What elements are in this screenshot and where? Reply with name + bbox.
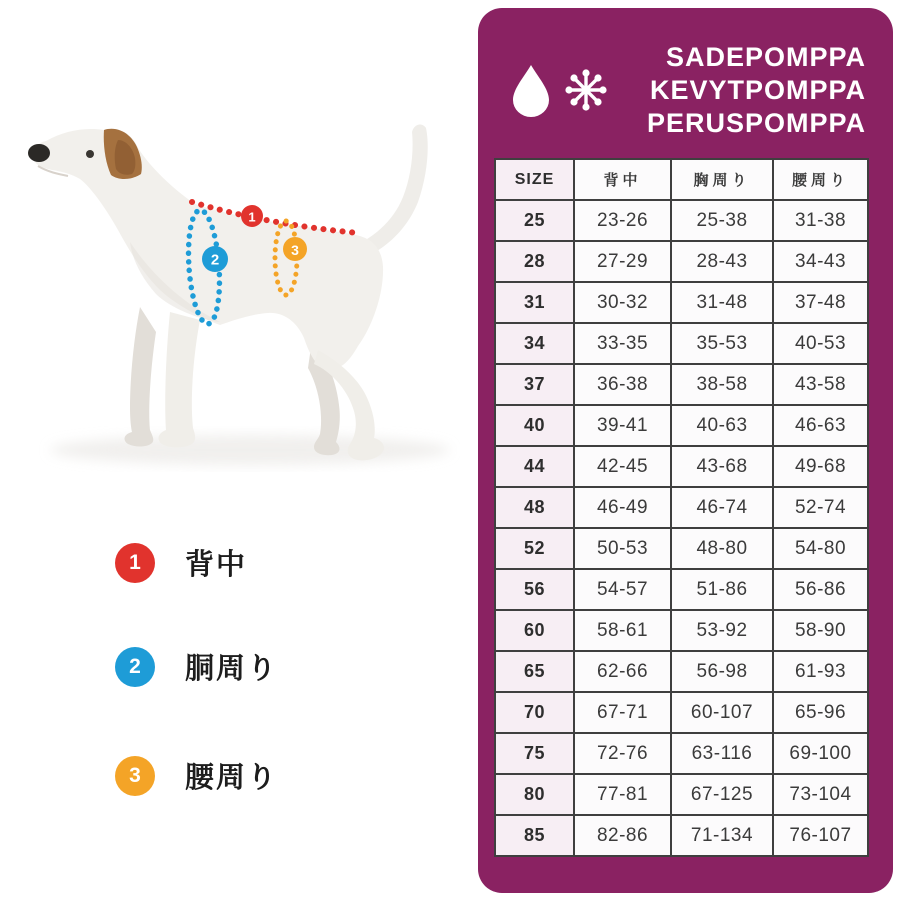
dog-eye xyxy=(86,150,94,158)
dog-nose xyxy=(28,144,50,162)
table-row xyxy=(495,405,868,446)
size-table xyxy=(494,158,869,857)
measurement-cell: 69-100 xyxy=(773,733,868,774)
legend-item-chest xyxy=(115,646,278,687)
measurement-cell: 50-53 xyxy=(574,528,671,569)
size-cell: 56 xyxy=(495,569,574,610)
column-header: 胸周り xyxy=(671,159,773,200)
size-cell: 25 xyxy=(495,200,574,241)
size-cell: 44 xyxy=(495,446,574,487)
size-chart-panel xyxy=(478,8,893,893)
measurement-cell: 23-26 xyxy=(574,200,671,241)
measurement-cell: 58-90 xyxy=(773,610,868,651)
product-title-kevytpomppa: KEVYTPOMPPA xyxy=(649,75,866,105)
raindrop-icon xyxy=(511,63,551,117)
measurement-cell: 31-38 xyxy=(773,200,868,241)
column-header-size: SIZE xyxy=(495,159,574,200)
size-table-body xyxy=(495,200,868,856)
measurement-cell: 27-29 xyxy=(574,241,671,282)
measurement-cell: 38-58 xyxy=(671,364,773,405)
size-cell: 28 xyxy=(495,241,574,282)
table-row xyxy=(495,569,868,610)
table-row xyxy=(495,282,868,323)
measurement-cell: 61-93 xyxy=(773,651,868,692)
table-row xyxy=(495,323,868,364)
chest-measure-badge xyxy=(202,246,228,272)
measurement-cell: 82-86 xyxy=(574,815,671,856)
dog-front-leg xyxy=(159,312,200,447)
header-row xyxy=(495,159,868,200)
measurement-cell: 76-107 xyxy=(773,815,868,856)
size-cell: 37 xyxy=(495,364,574,405)
product-title-peruspomppa: PERUSPOMPPA xyxy=(646,108,866,138)
table-row xyxy=(495,610,868,651)
dog-tail xyxy=(362,125,428,254)
dog-far-front-leg xyxy=(125,307,156,447)
measurement-cell: 58-61 xyxy=(574,610,671,651)
measurement-cell: 28-43 xyxy=(671,241,773,282)
size-cell: 70 xyxy=(495,692,574,733)
measurement-cell: 43-58 xyxy=(773,364,868,405)
table-row xyxy=(495,528,868,569)
measurement-cell: 56-98 xyxy=(671,651,773,692)
size-cell: 80 xyxy=(495,774,574,815)
back-measure-badge xyxy=(241,205,263,227)
measurement-cell: 31-48 xyxy=(671,282,773,323)
column-header: 背中 xyxy=(574,159,671,200)
table-row xyxy=(495,651,868,692)
size-cell: 60 xyxy=(495,610,574,651)
measurement-cell: 35-53 xyxy=(671,323,773,364)
legend-label-back: 背中 xyxy=(185,549,248,581)
table-row xyxy=(495,241,868,282)
measurement-cell: 52-74 xyxy=(773,487,868,528)
column-header: 腰周り xyxy=(773,159,868,200)
size-table-head xyxy=(495,159,868,200)
dog-diagram xyxy=(20,122,460,472)
legend-item-waist xyxy=(115,755,278,796)
size-cell: 34 xyxy=(495,323,574,364)
panel-titles xyxy=(647,41,866,140)
measurement-cell: 67-125 xyxy=(671,774,773,815)
measurement-cell: 46-49 xyxy=(574,487,671,528)
svg-text:3: 3 xyxy=(291,242,299,258)
dog-illustration xyxy=(20,122,460,472)
measurement-cell: 72-76 xyxy=(574,733,671,774)
measurement-cell: 40-63 xyxy=(671,405,773,446)
measurement-cell: 40-53 xyxy=(773,323,868,364)
table-row xyxy=(495,364,868,405)
measurement-cell: 63-116 xyxy=(671,733,773,774)
size-cell: 48 xyxy=(495,487,574,528)
table-row xyxy=(495,815,868,856)
size-cell: 52 xyxy=(495,528,574,569)
measurement-cell: 62-66 xyxy=(574,651,671,692)
measurement-cell: 42-45 xyxy=(574,446,671,487)
measurement-cell: 77-81 xyxy=(574,774,671,815)
measurement-cell: 73-104 xyxy=(773,774,868,815)
measurement-cell: 51-86 xyxy=(671,569,773,610)
measurement-cell: 46-63 xyxy=(773,405,868,446)
snowflake-icon xyxy=(563,67,609,113)
table-row xyxy=(495,487,868,528)
size-cell: 40 xyxy=(495,405,574,446)
measurement-cell: 49-68 xyxy=(773,446,868,487)
size-cell: 85 xyxy=(495,815,574,856)
product-title-sadepomppa: SADEPOMPPA xyxy=(665,42,866,72)
measurement-cell: 36-38 xyxy=(574,364,671,405)
legend-label-waist: 腰周り xyxy=(185,762,279,794)
legend-badge-3: 3 xyxy=(115,756,155,796)
panel-icons xyxy=(511,63,609,117)
measurement-cell: 34-43 xyxy=(773,241,868,282)
measurement-cell: 54-57 xyxy=(574,569,671,610)
measurement-cell: 30-32 xyxy=(574,282,671,323)
measurement-cell: 33-35 xyxy=(574,323,671,364)
waist-measure-badge xyxy=(283,237,307,261)
svg-text:1: 1 xyxy=(248,209,256,225)
measurement-cell: 67-71 xyxy=(574,692,671,733)
measurement-cell: 46-74 xyxy=(671,487,773,528)
legend-badge-1: 1 xyxy=(115,543,155,583)
measurement-cell: 71-134 xyxy=(671,815,773,856)
size-cell: 65 xyxy=(495,651,574,692)
legend-label-chest: 胴周り xyxy=(185,653,279,685)
table-row xyxy=(495,733,868,774)
measurement-cell: 48-80 xyxy=(671,528,773,569)
measurement-cell: 25-38 xyxy=(671,200,773,241)
dog-shadow xyxy=(50,435,450,465)
legend-badge-2: 2 xyxy=(115,647,155,687)
measurement-cell: 54-80 xyxy=(773,528,868,569)
table-row xyxy=(495,446,868,487)
table-row xyxy=(495,692,868,733)
table-row xyxy=(495,200,868,241)
measurement-cell: 53-92 xyxy=(671,610,773,651)
svg-text:2: 2 xyxy=(210,251,220,269)
table-row xyxy=(495,774,868,815)
measurement-cell: 60-107 xyxy=(671,692,773,733)
legend-item-back xyxy=(115,542,247,583)
size-cell: 75 xyxy=(495,733,574,774)
measurement-cell: 39-41 xyxy=(574,405,671,446)
measurement-cell: 43-68 xyxy=(671,446,773,487)
measurement-cell: 56-86 xyxy=(773,569,868,610)
size-cell: 31 xyxy=(495,282,574,323)
measurement-cell: 37-48 xyxy=(773,282,868,323)
measurement-cell: 65-96 xyxy=(773,692,868,733)
